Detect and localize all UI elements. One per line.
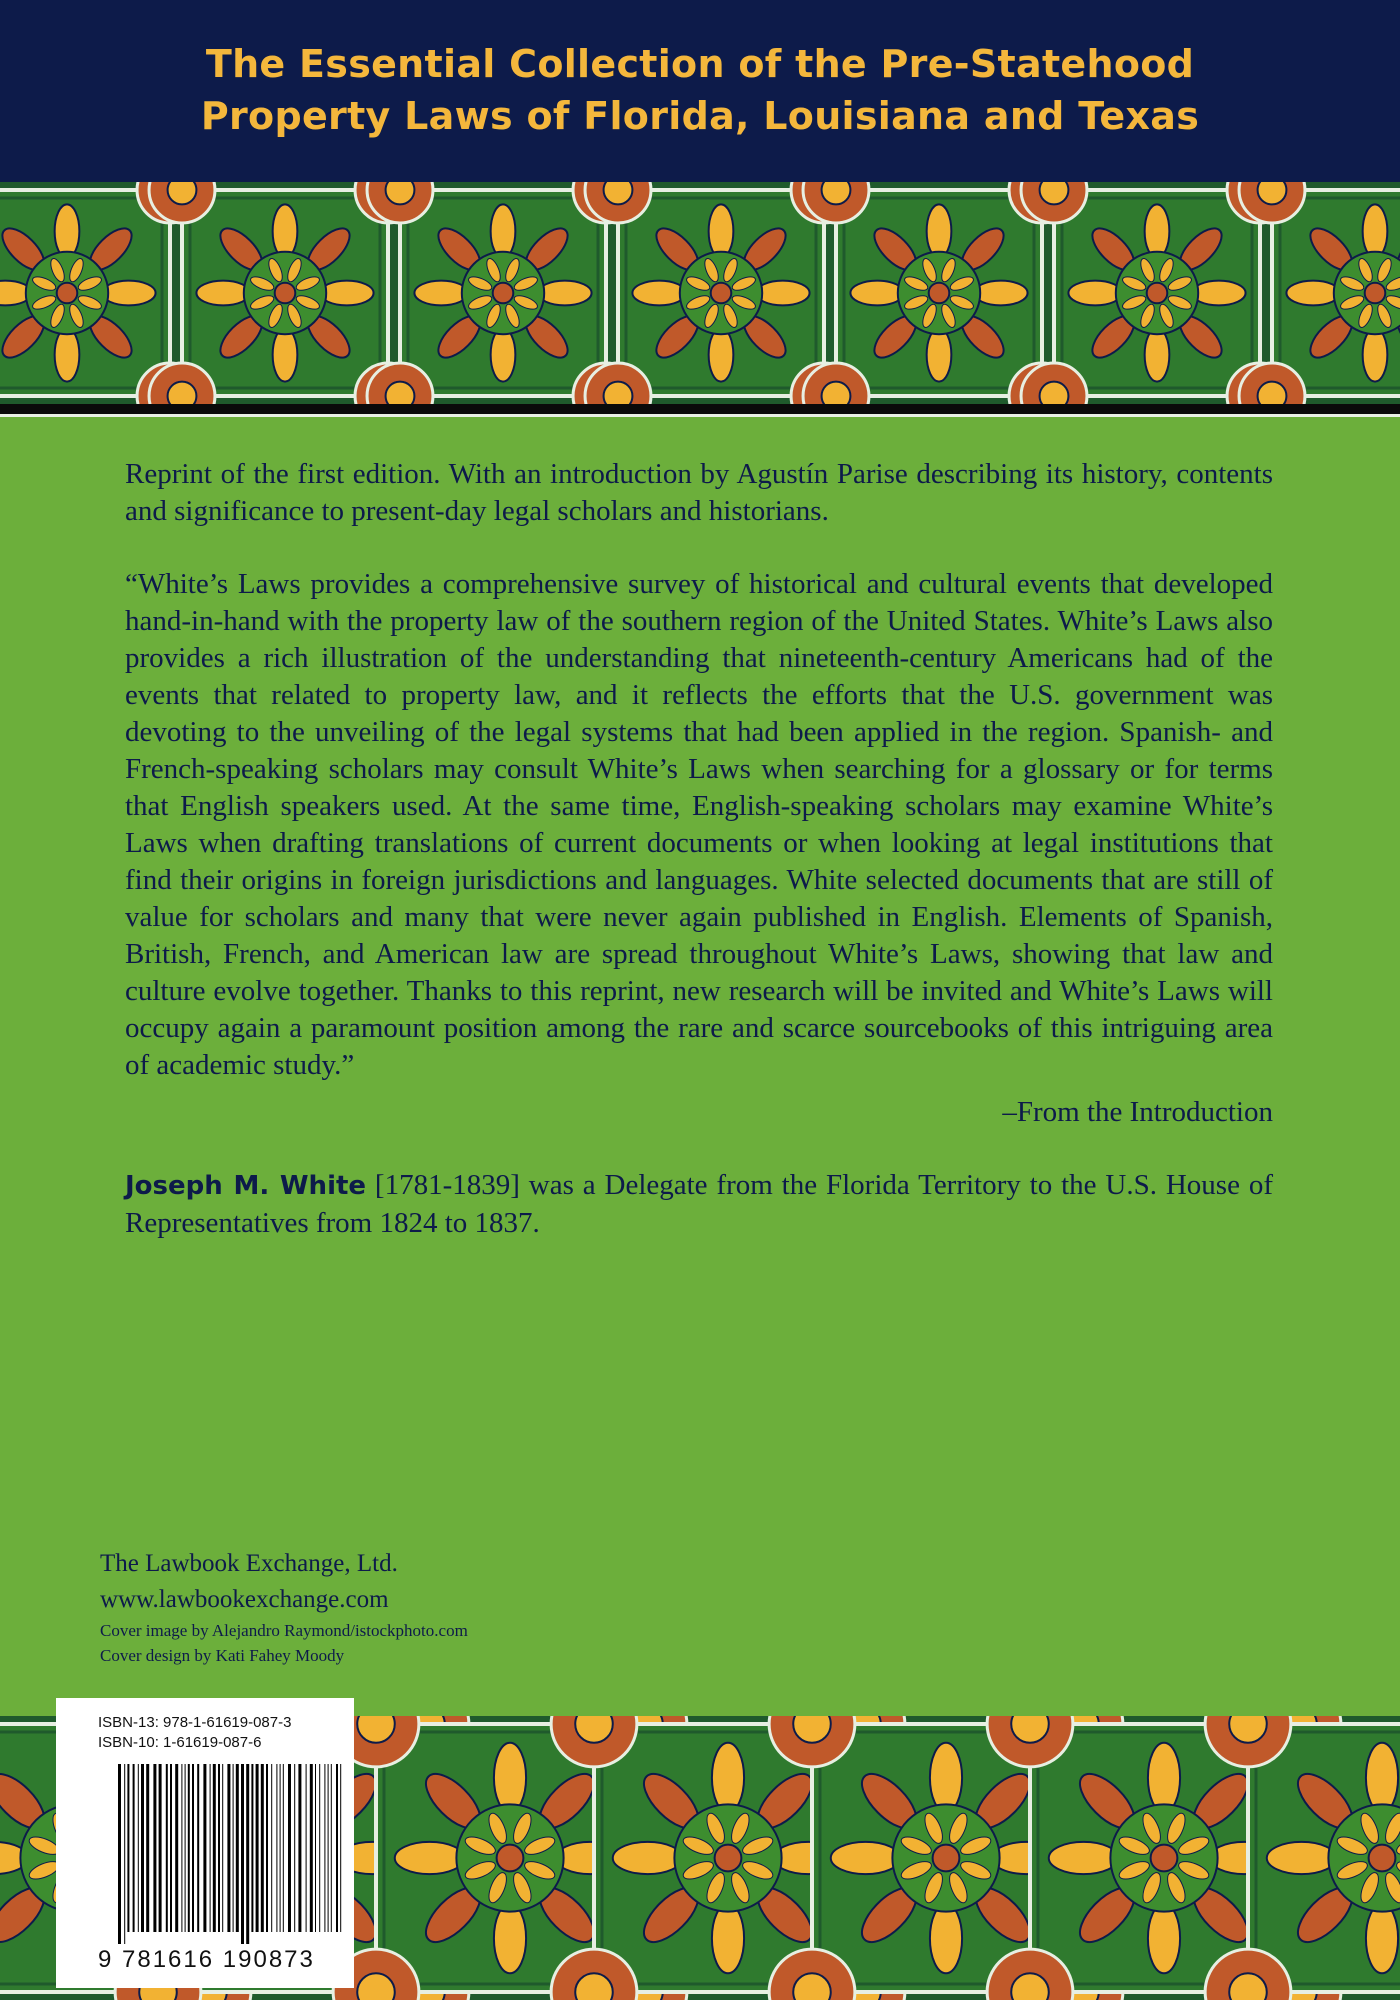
- barcode-bar: [170, 1764, 172, 1932]
- barcode-bar: [246, 1764, 249, 1944]
- description-text: [125, 456, 1273, 1242]
- barcode-bar: [283, 1764, 284, 1932]
- barcode-bar: [218, 1764, 220, 1932]
- barcode-bar: [222, 1764, 223, 1932]
- barcode-bar: [146, 1764, 149, 1932]
- barcode-bar: [118, 1764, 121, 1944]
- barcode-bar: [310, 1764, 313, 1932]
- barcode-bar: [197, 1764, 199, 1932]
- tile-pattern-top: [0, 182, 1400, 404]
- quote-paragraph: “White’s Laws provides a comprehensive survey of historical and cultural events that developed hand-in-hand with the property law of the southern region of the United States. White’s Laws also provides a rich illustration of the understanding that nineteenth-century Americans had of the events that related to property law, and it reflects the efforts that the U.S. government was devoting to the unveiling of the legal systems that had been applied in the region. Spanish- and French-speaking scholars may consult White’s Laws when searching for a glossary or for terms that English speakers used. At the same time, English-speaking scholars may examine White’s Laws when drafting translations of current documents or when looking at legal institutions that find their origins in foreign jurisdictions and languages. White selected documents that are still of value for scholars and many that were never again published in English. Elements of Spanish, British, French, and American law are spread throughout White’s Laws, showing that law and culture evolve together. Thanks to this reprint, new research will be invited and White’s Laws will occupy again a paramount position among the rare and scarce sourcebooks of this intriguing area of academic study.”: [125, 568, 1273, 1081]
- header-banner: [0, 0, 1400, 182]
- barcode-bar: [175, 1764, 178, 1932]
- barcode-bar: [271, 1764, 272, 1932]
- barcode-bar: [256, 1764, 259, 1932]
- barcode-bar: [133, 1764, 135, 1932]
- barcode-bar: [236, 1764, 239, 1932]
- barcode-bar: [227, 1764, 230, 1932]
- barcode-bar: [138, 1764, 139, 1932]
- barcode-bar: [266, 1764, 268, 1932]
- barcode-bar: [141, 1764, 144, 1932]
- cover-image-credit: Cover image by Alejandro Raymond/istockphoto.com: [100, 1621, 468, 1640]
- barcode-bar: [185, 1764, 186, 1932]
- intro-paragraph: Reprint of the first edition. With an introduction by Agustín Parise describing its history, contents and significance to present-day legal scholars and historians.: [125, 458, 1273, 527]
- publisher-url: www.lawbookexchange.com: [100, 1586, 389, 1613]
- cover-design-credit: Cover design by Kati Fahey Moody: [100, 1646, 345, 1665]
- barcode-bar: [192, 1764, 194, 1932]
- barcode-digits: 9 781616 190873: [98, 1946, 315, 1973]
- title-line-2: Property Laws of Florida, Louisiana and Texas: [200, 94, 1200, 138]
- isbn-barcode-box: [56, 1698, 354, 1988]
- quote-attribution: –From the Introduction: [1002, 1096, 1273, 1128]
- divider-line-thin: [0, 414, 1400, 417]
- barcode-bar: [127, 1764, 129, 1932]
- barcode-bar: [233, 1764, 234, 1932]
- author-bio: [125, 1167, 1273, 1242]
- barcode-bar: [294, 1764, 295, 1932]
- barcode-bar: [159, 1764, 162, 1932]
- isbn-13: ISBN-13: 978-1-61619-087-3: [98, 1714, 292, 1731]
- tile: [1239, 182, 1400, 404]
- barcode-bar: [261, 1764, 264, 1932]
- barcode-bar: [319, 1764, 320, 1932]
- cover-title: [0, 38, 1400, 142]
- barcode-bar: [188, 1764, 190, 1932]
- barcode-bar: [210, 1764, 211, 1932]
- barcode-bar: [276, 1764, 277, 1932]
- barcode-bar: [315, 1764, 316, 1932]
- barcode-bar: [203, 1764, 206, 1932]
- barcode-bar: [340, 1764, 341, 1932]
- barcode-bar: [251, 1764, 253, 1932]
- barcode-bar: [328, 1764, 329, 1932]
- barcode-bar: [306, 1764, 307, 1932]
- barcode-bar: [153, 1764, 156, 1932]
- author-name: Joseph M. White: [125, 1171, 367, 1201]
- barcode-bar: [280, 1764, 281, 1932]
- barcode-bar: [331, 1764, 332, 1932]
- barcode-bar: [241, 1764, 244, 1944]
- isbn-10: ISBN-10: 1-61619-087-6: [98, 1734, 262, 1751]
- barcode-bar: [166, 1764, 168, 1932]
- barcode-bar: [324, 1764, 325, 1932]
- title-line-1: The Essential Collection of the Pre-Statehood: [205, 42, 1195, 86]
- publisher-info: [100, 1546, 468, 1668]
- barcode-image: [118, 1764, 343, 1944]
- barcode-bar: [181, 1764, 182, 1932]
- decorative-tile-band-top: [0, 182, 1400, 404]
- divider-line: [0, 404, 1400, 414]
- barcode-bar: [336, 1764, 338, 1932]
- barcode-bar: [298, 1764, 301, 1932]
- barcode-bar: [124, 1764, 125, 1944]
- barcode-bar: [213, 1764, 216, 1932]
- barcode-bar: [288, 1764, 291, 1932]
- author-bio-text: [1781-1839] was a Delegate from the Florida Territory to the U.S. House of Representatives from 1824 to 1837.: [125, 1169, 1273, 1239]
- publisher-name: The Lawbook Exchange, Ltd.: [100, 1550, 398, 1577]
